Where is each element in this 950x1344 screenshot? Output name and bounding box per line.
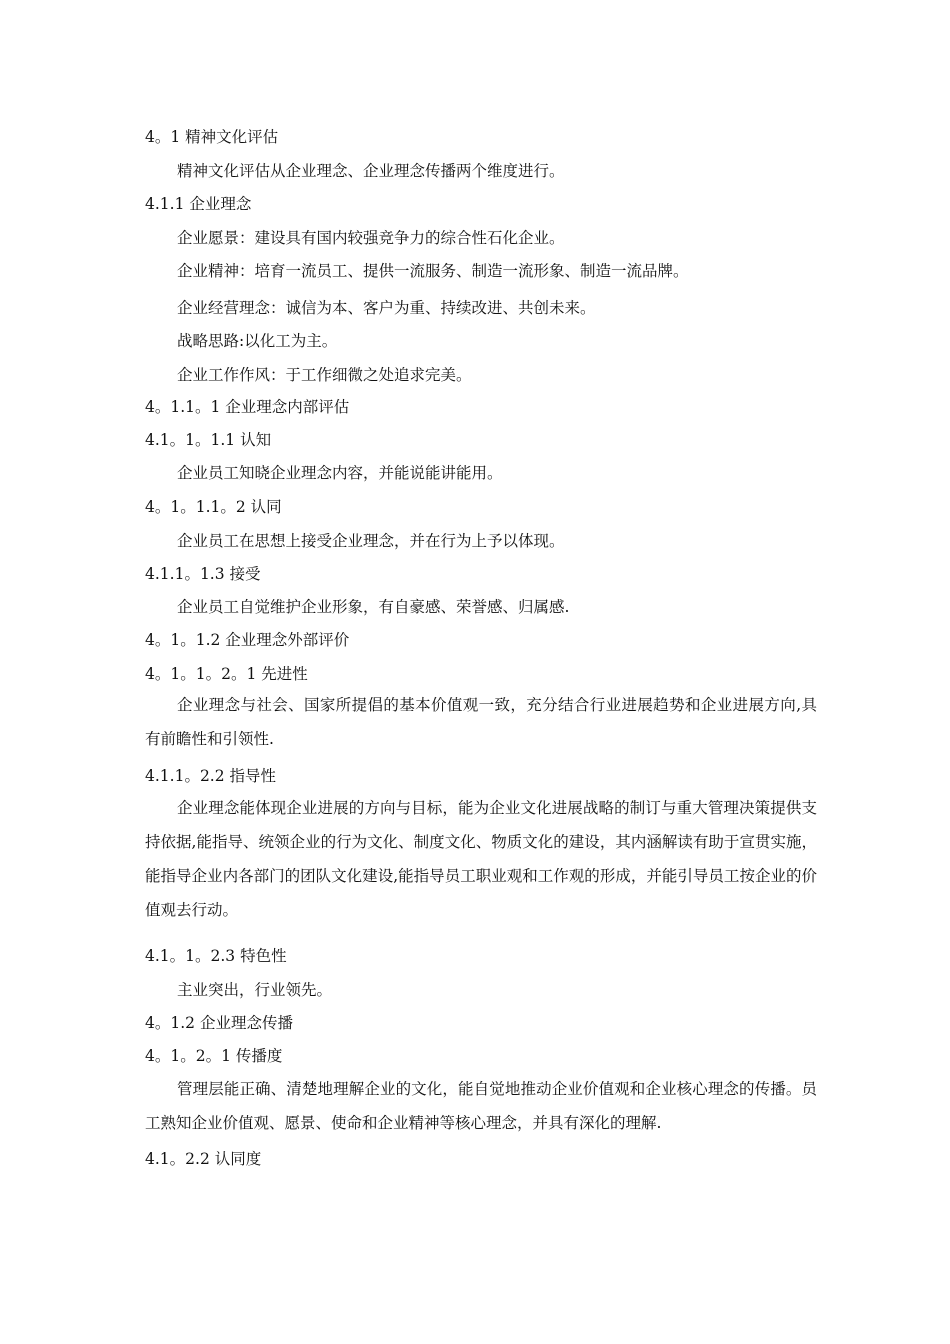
heading-4-1-1-2-1: 4。1。1。2。1 先进性 [145, 665, 308, 683]
heading-4-1-1-1-2: 4。1。1.1。2 认同 [145, 498, 282, 516]
philosophy-line: 企业经营理念：诚信为本、客户为重、持续改进、共创未来。 [177, 299, 596, 317]
heading-4-1-1-2: 4。1。1.2 企业理念外部评价 [145, 631, 350, 649]
heading-4-1-1-1-3: 4.1.1。1.3 接受 [145, 565, 261, 583]
paragraph-guidance: 企业理念能体现企业进展的方向与目标，能为企业文化进展战略的制订与重大管理决策提供支持依据,能指导、统领企业的行为文化、制度文化、物质文化的建设，其内涵解读有助于宣贯实施，能指导企业内各部门的团队文化建设,能指导员工职业观和工作观的形成，并能引导员工按企业的价值观去行动。 [145, 799, 817, 919]
vision-line: 企业愿景：建设具有国内较强竞争力的综合性石化企业。 [177, 229, 565, 247]
paragraph-identify: 企业员工在思想上接受企业理念，并在行为上予以体现。 [177, 532, 565, 550]
paragraph-recognize: 企业员工知晓企业理念内容，并能说能讲能用。 [177, 464, 503, 482]
heading-4-1-1-2-3: 4.1。1。2.3 特色性 [145, 947, 287, 965]
heading-4-1-1-1-1: 4.1。1。1.1 认知 [145, 431, 272, 449]
heading-4-1-2-2: 4.1。2.2 认同度 [145, 1150, 262, 1168]
heading-4-1-2: 4。1.2 企业理念传播 [145, 1014, 293, 1032]
spirit-line: 企业精神：培育一流员工、提供一流服务、制造一流形象、制造一流品牌。 [177, 262, 689, 280]
paragraph-spread: 管理层能正确、清楚地理解企业的文化，能自觉地推动企业价值观和企业核心理念的传播。员工熟知企业价值观、愿景、使命和企业精神等核心理念，并具有深化的理解. [145, 1080, 817, 1132]
paragraph-accept: 企业员工自觉维护企业形象，有自豪感、荣誉感、归属感. [177, 598, 570, 616]
paragraph-feature: 主业突出，行业领先。 [177, 981, 333, 999]
heading-4-1: 4。1 精神文化评估 [145, 128, 279, 146]
paragraph-advanced: 企业理念与社会、国家所提倡的基本价值观一致，充分结合行业进展趋势和企业进展方向,具有前瞻性和引领性. [145, 696, 817, 748]
heading-4-1-2-1: 4。1。2。1 传播度 [145, 1047, 283, 1065]
style-line: 企业工作作风：于工作细微之处追求完美。 [177, 366, 472, 384]
strategy-line: 战略思路:以化工为主。 [177, 332, 338, 350]
paragraph-4-1: 精神文化评估从企业理念、企业理念传播两个维度进行。 [177, 162, 565, 180]
heading-4-1-1-2-2: 4.1.1。2.2 指导性 [145, 767, 277, 785]
heading-4-1-1: 4.1.1 企业理念 [145, 195, 252, 213]
heading-4-1-1-1: 4。1.1。1 企业理念内部评估 [145, 398, 350, 416]
